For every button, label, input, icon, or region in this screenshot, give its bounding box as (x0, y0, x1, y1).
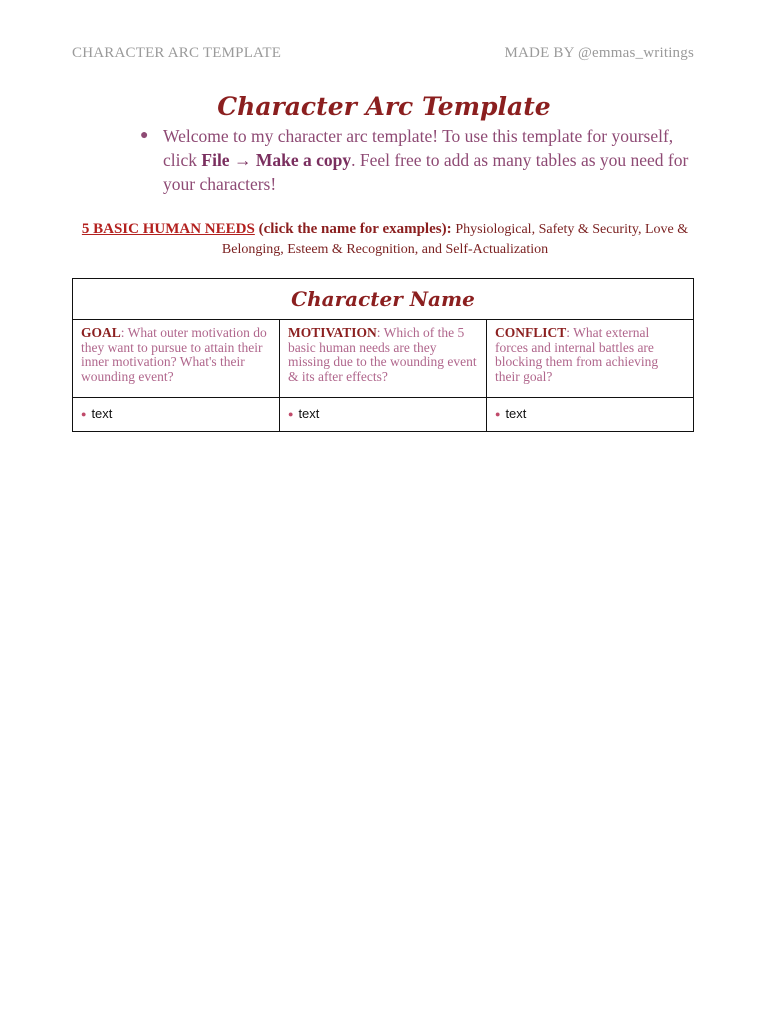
motivation-entry-text[interactable]: text (298, 406, 320, 422)
header-title: CHARACTER ARC TEMPLATE (72, 45, 282, 61)
conflict-prompt: : What external forces and internal battles are blocking them from achieving their goal? (495, 325, 659, 384)
goal-label: GOAL (81, 325, 121, 340)
bullet-icon: ● (288, 409, 294, 420)
goal-entry-text[interactable]: text (91, 406, 113, 422)
intro-text-before: Welcome to my character arc template! To use this template for yourself, click (163, 126, 674, 170)
header-author: MADE BY @emmas_writings (504, 45, 694, 61)
basic-needs-list: Physiological, Safety & Security, Love & Belonging, Esteem & Recognition, and Self-Actualization (221, 222, 689, 257)
motivation-prompt: : Which of the 5 basic human needs are they missing due to the wounding event & its after effects? (288, 325, 477, 384)
conflict-label: CONFLICT (495, 325, 567, 340)
bullet-icon: ● (140, 128, 149, 143)
page-title: Character Arc Template (217, 92, 551, 121)
intro-paragraph (140, 124, 700, 196)
basic-needs-hint: (click the name for examples): (254, 221, 456, 237)
bullet-icon: ● (81, 409, 87, 420)
motivation-prompt-cell[interactable] (280, 320, 487, 397)
conflict-prompt-cell[interactable] (487, 320, 693, 397)
goal-prompt: : What outer motivation do they want to pursue to attain their inner motivation? What's their wounding event? (81, 325, 267, 384)
intro-text-after: . Feel free to add as many tables as you need for your characters! (163, 150, 689, 194)
intro-text (163, 124, 700, 196)
conflict-entry-text[interactable]: text (505, 406, 527, 422)
motivation-label: MOTIVATION (288, 325, 377, 340)
basic-needs-link[interactable]: 5 BASIC HUMAN NEEDS (81, 221, 255, 237)
character-name-heading[interactable]: Character Name (73, 279, 693, 320)
make-copy-instruction: File → Make a copy (201, 150, 352, 170)
table-entry-row (73, 398, 693, 431)
basic-needs-line (80, 219, 690, 260)
conflict-entry-cell[interactable] (487, 398, 693, 431)
bullet-icon: ● (495, 409, 501, 420)
goal-prompt-cell[interactable] (73, 320, 280, 397)
motivation-entry-cell[interactable] (280, 398, 487, 431)
goal-entry-cell[interactable] (73, 398, 280, 431)
character-arc-table (72, 278, 694, 432)
table-prompt-row (73, 320, 693, 398)
